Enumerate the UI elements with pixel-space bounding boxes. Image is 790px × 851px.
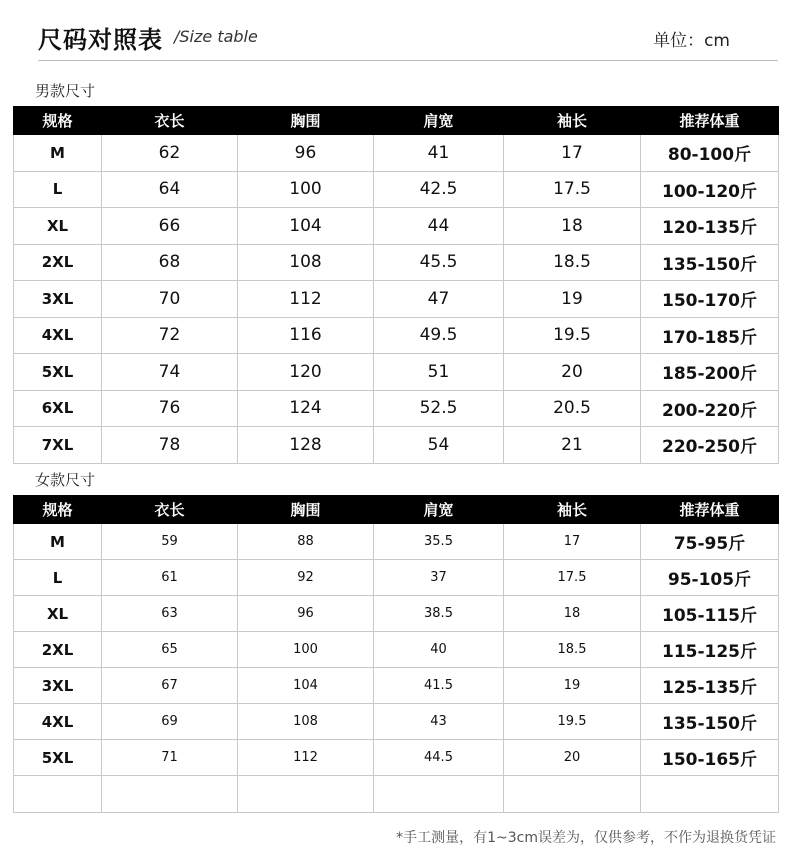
table-row bbox=[14, 135, 779, 172]
table-cell: 18 bbox=[504, 208, 641, 245]
table-cell: 47 bbox=[374, 281, 504, 318]
table-cell: 43 bbox=[374, 704, 504, 740]
table-cell: 61 bbox=[102, 560, 238, 596]
women-column-header: 规格 bbox=[14, 496, 102, 524]
table-cell: 108 bbox=[238, 244, 374, 281]
table-cell: 45.5 bbox=[374, 244, 504, 281]
table-cell: 41.5 bbox=[374, 668, 504, 704]
table-cell: 108 bbox=[238, 704, 374, 740]
men-column-header: 胸围 bbox=[238, 107, 374, 135]
table-cell: 69 bbox=[102, 704, 238, 740]
table-cell: 40 bbox=[374, 632, 504, 668]
table-cell: 19 bbox=[504, 668, 641, 704]
table-cell: 124 bbox=[238, 390, 374, 427]
men-column-header: 衣长 bbox=[102, 107, 238, 135]
table-cell: 71 bbox=[102, 740, 238, 776]
men-column-header: 袖长 bbox=[504, 107, 641, 135]
table-cell: 4XL bbox=[14, 704, 102, 740]
table-row bbox=[14, 427, 779, 464]
table-cell: 18 bbox=[504, 596, 641, 632]
table-row bbox=[14, 317, 779, 354]
men-column-header: 规格 bbox=[14, 107, 102, 135]
empty-cell bbox=[102, 776, 238, 813]
table-cell: 5XL bbox=[14, 740, 102, 776]
table-cell: 41 bbox=[374, 135, 504, 172]
table-cell: 2XL bbox=[14, 244, 102, 281]
table-cell: 37 bbox=[374, 560, 504, 596]
table-cell: 70 bbox=[102, 281, 238, 318]
table-cell: 112 bbox=[238, 281, 374, 318]
table-cell: 64 bbox=[102, 171, 238, 208]
empty-cell bbox=[238, 776, 374, 813]
table-cell: 92 bbox=[238, 560, 374, 596]
table-cell: 120-135斤 bbox=[641, 208, 779, 245]
table-cell: L bbox=[14, 560, 102, 596]
table-cell: 100 bbox=[238, 171, 374, 208]
table-row bbox=[14, 281, 779, 318]
table-cell: 4XL bbox=[14, 317, 102, 354]
page-subtitle: /Size table bbox=[174, 27, 258, 46]
women-column-header: 胸围 bbox=[238, 496, 374, 524]
women-size-table bbox=[13, 495, 779, 813]
table-row bbox=[14, 740, 779, 776]
table-cell: 54 bbox=[374, 427, 504, 464]
men-size-table bbox=[13, 106, 779, 464]
empty-row bbox=[14, 776, 779, 813]
unit-label: 单位：cm bbox=[653, 31, 730, 51]
table-row bbox=[14, 596, 779, 632]
table-cell: 115-125斤 bbox=[641, 632, 779, 668]
table-row bbox=[14, 244, 779, 281]
table-cell: 150-165斤 bbox=[641, 740, 779, 776]
empty-cell bbox=[641, 776, 779, 813]
table-row bbox=[14, 632, 779, 668]
empty-cell bbox=[14, 776, 102, 813]
women-section-label: 女款尺寸 bbox=[35, 471, 96, 489]
table-cell: 19 bbox=[504, 281, 641, 318]
women-column-header: 衣长 bbox=[102, 496, 238, 524]
table-cell: 104 bbox=[238, 208, 374, 245]
table-cell: 51 bbox=[374, 354, 504, 391]
table-cell: 96 bbox=[238, 596, 374, 632]
table-cell: XL bbox=[14, 208, 102, 245]
table-cell: 18.5 bbox=[504, 244, 641, 281]
table-cell: 80-100斤 bbox=[641, 135, 779, 172]
table-row bbox=[14, 208, 779, 245]
men-table-body bbox=[14, 135, 779, 464]
table-cell: 3XL bbox=[14, 668, 102, 704]
table-cell: 66 bbox=[102, 208, 238, 245]
table-cell: 2XL bbox=[14, 632, 102, 668]
table-cell: 6XL bbox=[14, 390, 102, 427]
table-cell: 135-150斤 bbox=[641, 244, 779, 281]
table-cell: 128 bbox=[238, 427, 374, 464]
table-cell: 17.5 bbox=[504, 560, 641, 596]
men-section-label: 男款尺寸 bbox=[35, 82, 96, 100]
table-row bbox=[14, 668, 779, 704]
table-cell: 88 bbox=[238, 524, 374, 560]
table-cell: 17.5 bbox=[504, 171, 641, 208]
table-row bbox=[14, 704, 779, 740]
table-cell: 44 bbox=[374, 208, 504, 245]
header-divider bbox=[38, 60, 778, 61]
table-cell: 76 bbox=[102, 390, 238, 427]
empty-cell bbox=[374, 776, 504, 813]
table-cell: 52.5 bbox=[374, 390, 504, 427]
women-column-header: 推荐体重 bbox=[641, 496, 779, 524]
table-cell: M bbox=[14, 135, 102, 172]
table-cell: 7XL bbox=[14, 427, 102, 464]
table-cell: 96 bbox=[238, 135, 374, 172]
table-cell: M bbox=[14, 524, 102, 560]
table-cell: 170-185斤 bbox=[641, 317, 779, 354]
table-cell: 44.5 bbox=[374, 740, 504, 776]
women-column-header: 袖长 bbox=[504, 496, 641, 524]
table-cell: 100-120斤 bbox=[641, 171, 779, 208]
table-cell: 20 bbox=[504, 740, 641, 776]
table-cell: 59 bbox=[102, 524, 238, 560]
table-cell: 35.5 bbox=[374, 524, 504, 560]
table-cell: 112 bbox=[238, 740, 374, 776]
header bbox=[38, 18, 778, 60]
table-cell: 65 bbox=[102, 632, 238, 668]
table-cell: 17 bbox=[504, 135, 641, 172]
table-cell: 18.5 bbox=[504, 632, 641, 668]
table-cell: 185-200斤 bbox=[641, 354, 779, 391]
men-column-header: 肩宽 bbox=[374, 107, 504, 135]
table-cell: 42.5 bbox=[374, 171, 504, 208]
women-table-body bbox=[14, 524, 779, 813]
table-cell: 67 bbox=[102, 668, 238, 704]
table-cell: 105-115斤 bbox=[641, 596, 779, 632]
table-cell: 220-250斤 bbox=[641, 427, 779, 464]
table-cell: XL bbox=[14, 596, 102, 632]
table-cell: 17 bbox=[504, 524, 641, 560]
table-cell: 200-220斤 bbox=[641, 390, 779, 427]
table-cell: 49.5 bbox=[374, 317, 504, 354]
women-column-header: 肩宽 bbox=[374, 496, 504, 524]
table-cell: 135-150斤 bbox=[641, 704, 779, 740]
table-cell: 72 bbox=[102, 317, 238, 354]
measurement-footnote: *手工测量，有1~3cm误差为，仅供参考，不作为退换货凭证 bbox=[396, 830, 776, 846]
table-row bbox=[14, 390, 779, 427]
table-row bbox=[14, 524, 779, 560]
table-cell: 19.5 bbox=[504, 317, 641, 354]
table-cell: 3XL bbox=[14, 281, 102, 318]
table-row bbox=[14, 171, 779, 208]
table-cell: 100 bbox=[238, 632, 374, 668]
table-cell: 125-135斤 bbox=[641, 668, 779, 704]
table-cell: 116 bbox=[238, 317, 374, 354]
empty-cell bbox=[504, 776, 641, 813]
table-cell: 20 bbox=[504, 354, 641, 391]
table-cell: 78 bbox=[102, 427, 238, 464]
table-cell: 5XL bbox=[14, 354, 102, 391]
men-header-row bbox=[14, 107, 779, 135]
table-cell: 95-105斤 bbox=[641, 560, 779, 596]
women-header-row bbox=[14, 496, 779, 524]
table-row bbox=[14, 560, 779, 596]
table-cell: 19.5 bbox=[504, 704, 641, 740]
table-cell: L bbox=[14, 171, 102, 208]
table-cell: 38.5 bbox=[374, 596, 504, 632]
table-cell: 75-95斤 bbox=[641, 524, 779, 560]
table-row bbox=[14, 354, 779, 391]
page-title: 尺码对照表 bbox=[38, 26, 163, 54]
table-cell: 62 bbox=[102, 135, 238, 172]
table-cell: 150-170斤 bbox=[641, 281, 779, 318]
table-cell: 63 bbox=[102, 596, 238, 632]
table-cell: 21 bbox=[504, 427, 641, 464]
table-cell: 20.5 bbox=[504, 390, 641, 427]
table-cell: 120 bbox=[238, 354, 374, 391]
table-cell: 68 bbox=[102, 244, 238, 281]
table-cell: 74 bbox=[102, 354, 238, 391]
table-cell: 104 bbox=[238, 668, 374, 704]
men-column-header: 推荐体重 bbox=[641, 107, 779, 135]
